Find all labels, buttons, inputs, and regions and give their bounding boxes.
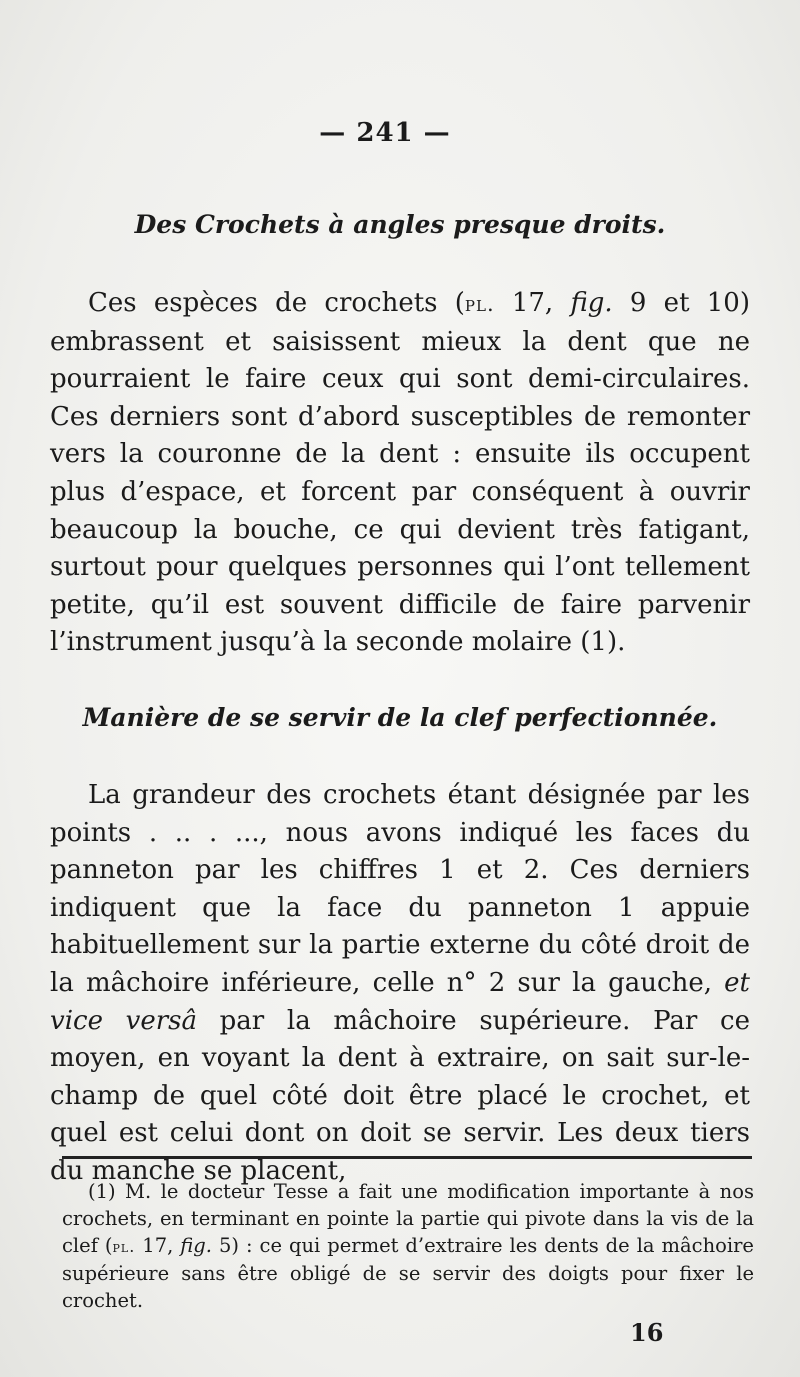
footnote-text: [62, 1178, 754, 1314]
text-run: La grandeur des crochets étant désignée par les points . .. . ..., nous avons indiqué les faces du panneton par les chiffres 1 et 2. Ces derniers indiquent que la face du panneton 1 appuie habituellement sur la partie externe du côté droit de la mâchoire inférieure, celle n° 2 sur la gauche,: [50, 780, 750, 998]
paragraph-clef: [50, 777, 750, 1191]
footnote: [62, 1178, 754, 1314]
text-run: 5) : ce qui permet d’extraire les dents de la mâchoire supérieure sans être obligé de se servir des doigts pour fixer le crochet.: [62, 1234, 754, 1312]
footnote-divider: [62, 1156, 752, 1159]
section-title-crochets: Des Crochets à angles presque droits.: [134, 210, 666, 239]
plate-abbrev: pl.: [112, 1237, 136, 1256]
signature-mark: 16: [630, 1318, 664, 1347]
text-run: 9 et 10) embrassent et saisissent mieux la dent que ne pourraient le faire ceux qui sont demi-circulaires. Ces derniers sont d’abord susceptibles de remonter vers la couronne de la dent : ensuite ils occupent plus d’espace, et forcent par conséquent à ouvrir beaucoup la bouche, ce qui devient très fatigant, surtout pour quelques personnes qui l’ont tellement petite, qu’il est souvent difficile de faire parvenir l’instrument jusqu’à la seconde molaire (1).: [50, 288, 750, 658]
page-number: — 241 —: [319, 118, 451, 148]
figure-abbrev: fig.: [570, 288, 613, 318]
italic-phrase: et vice versâ: [50, 967, 750, 1036]
figure-abbrev: fig.: [180, 1234, 212, 1257]
paragraph-text: [50, 777, 750, 1191]
text-run: 17,: [135, 1234, 181, 1257]
plate-abbrev: pl.: [464, 292, 495, 316]
section-title-clef: Manière de se servir de la clef perfectionnée.: [82, 703, 718, 732]
text-run: par la mâchoire supérieure. Par ce moyen, en voyant la dent à extraire, on sait sur-le-champ de quel côté doit être placé le crochet, et quel est celui dont on doit se servir. Les deux tiers du manche se placent,: [50, 1005, 750, 1186]
text-run: (1) M. le docteur Tesse a fait une modification importante à nos crochets, en terminant en pointe la partie qui pivote dans la vis de la clef (: [62, 1180, 754, 1257]
paragraph-text: [50, 285, 750, 662]
text-run: 17,: [494, 288, 571, 318]
paragraph-crochets: [50, 285, 750, 662]
text-run: Ces espèces de crochets (: [88, 288, 465, 318]
